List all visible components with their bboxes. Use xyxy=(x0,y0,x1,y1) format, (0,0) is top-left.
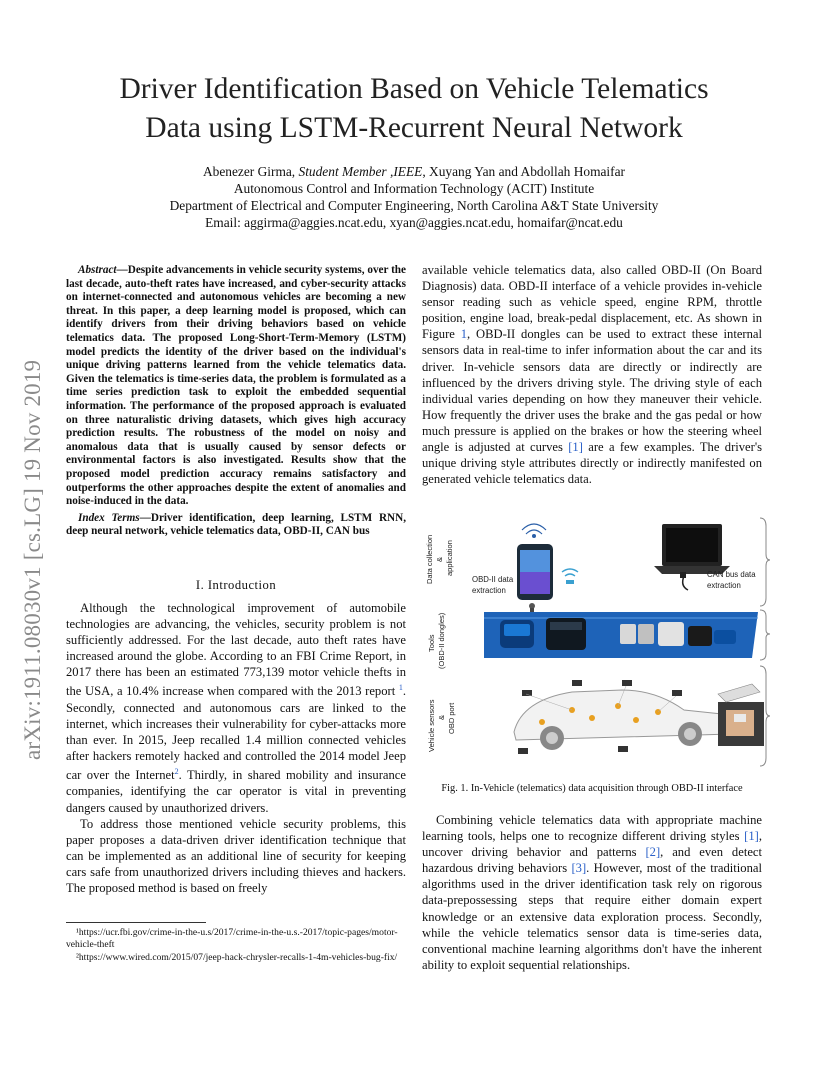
right-bottom-text-a: Combining vehicle telematics data with appropriate machine learning tools, helps one to recognize different driving styles xyxy=(422,813,762,844)
intro-paragraph-2: To address those mentioned vehicle security problems, this paper proposes a data-driven driver identification technique that can be implemented as an additional line of security for keeping cars safe from unauthorized drivers including thieves and hackers. The proposed method is based on freely xyxy=(66,816,406,895)
arxiv-watermark: arXiv:1911.08030v1 [cs.LG] 19 Nov 2019 xyxy=(20,359,45,760)
introduction-body xyxy=(66,600,406,896)
citation-ref-3[interactable]: [3] xyxy=(571,861,587,876)
right-text-a: available vehicle telematics data, also called OBD-II (On Board Diagnosis) data. OBD-II interface of a vehicle provides in-vehicle sensor reading such as vehicle speed, engine RPM, throttle position, engine load, break-pedal displacement, etc. As shown in Figure xyxy=(422,263,762,342)
title-line-1: Driver Identification Based on Vehicle Telematics xyxy=(119,73,709,105)
intro-text-a: Although the technological improvement of automobile technologies are advancing, the vehicles, security problem is not sufficiently addressed. For the last decade, auto theft rates have increased around the globe. According to an FBI Crime Report, in 2017 there has been an estimated 773,139 motor vehicle thefts in the USA, a 10.4% increase when compared with the 2013 report xyxy=(66,601,406,699)
smartphone-icon xyxy=(517,524,553,600)
abstract xyxy=(66,264,406,539)
laptop-icon xyxy=(654,524,730,574)
obd-port-photo xyxy=(718,684,764,746)
author-role: Student Member ,IEEE xyxy=(298,164,423,179)
right-paragraph-1 xyxy=(422,262,762,487)
brace-row-2 xyxy=(760,610,770,660)
index-terms-lead: Index Terms xyxy=(78,511,140,524)
label-application: application xyxy=(445,540,454,576)
index-terms-text: —Driver identification, deep learning, LSTM RNN, deep neural network, vehicle telematics data, OBD-II, CAN bus xyxy=(66,511,406,538)
author-emails: Email: aggirma@aggies.ncat.edu, xyan@aggies.ncat.edu, homaifar@ncat.edu xyxy=(205,215,623,230)
title-line-2: Data using LSTM-Recurrent Neural Network xyxy=(145,112,683,144)
right-column-top xyxy=(422,262,762,487)
can-extraction-label-1: CAN bus data xyxy=(707,570,756,579)
section-heading-introduction: I. Introduction xyxy=(195,578,277,592)
brace-row-1 xyxy=(760,518,770,606)
figure-ref-1[interactable]: 1 xyxy=(460,327,468,342)
label-ampersand-1: & xyxy=(435,556,444,562)
footnote-2[interactable]: ²https://www.wired.com/2015/07/jeep-hack-chrysler-recalls-1-4m-vehicles-bug-fix/ xyxy=(76,952,398,963)
right-bottom-text-d: . However, most of the traditional algorithms used in the driver identification task rely on rigorous data-prepossessing steps that require either domain expert knowledge or an extensive data exploration process. Secondly, while the vehicle telematics sensor data is time-series data, conventional machine learning algorithms don't have the inherent ability to exploit sequential relationships. xyxy=(422,861,762,972)
label-ampersand-2: & xyxy=(437,714,446,720)
right-column-bottom xyxy=(422,812,762,973)
author-names-b: , Xuyang Yan and Abdollah Homaifar xyxy=(422,164,626,179)
figure-1-illustration xyxy=(422,514,772,774)
bluetooth-dongle-icon xyxy=(500,620,534,648)
wifi-icon xyxy=(562,569,578,584)
figure-1 xyxy=(422,514,772,774)
author-names xyxy=(60,163,768,180)
right-text-c: are a few examples. The driver's unique driving style attributes directly or indirectly manifested on generated vehicle telematics data. xyxy=(422,440,763,487)
citation-ref-1[interactable]: [1] xyxy=(568,440,583,455)
label-obd-port: OBD port xyxy=(447,702,456,734)
index-terms xyxy=(66,512,406,539)
can-extraction-label-2: extraction xyxy=(707,581,741,590)
author-block xyxy=(60,163,768,231)
right-paragraph-2 xyxy=(422,812,762,973)
car-sensors-diagram xyxy=(514,680,733,754)
footnote-rule xyxy=(66,922,206,923)
intro-text-c: . Thirdly, in shared mobility and insurance companies, identifying the car operator is vital in preventing dangers caused by unauthorized drivers. xyxy=(66,768,406,815)
footnote-ref-2[interactable]: 2 xyxy=(174,767,179,777)
footnotes xyxy=(66,922,406,965)
obd-adapter-icon xyxy=(546,618,586,650)
figure-1-caption: Fig. 1. In-Vehicle (telematics) data acquisition through OBD-II interface xyxy=(441,783,743,794)
abstract-paragraph xyxy=(66,264,406,509)
affiliation-2: Department of Electrical and Computer Engineering, North Carolina A&T State University xyxy=(169,198,659,213)
author-names-a: Abenezer Girma, xyxy=(202,164,299,179)
label-obd-dongles: (OBD-II dongles) xyxy=(437,612,446,669)
label-tools: Tools xyxy=(427,634,436,652)
intro-paragraph-1 xyxy=(66,600,406,816)
usb-cable-icon xyxy=(680,572,688,590)
footnote-ref-1[interactable]: 1 xyxy=(398,683,403,693)
affiliation-1: Autonomous Control and Information Technology (ACIT) Institute xyxy=(233,181,595,196)
label-vehicle-sensors: Vehicle sensors xyxy=(427,699,436,752)
abstract-text: —Despite advancements in vehicle security systems, over the last decade, auto-theft rates have increased, and cyber-security attacks on internet-connected and autonomous vehicles are becoming a new threat. In this paper, a deep learning model is proposed, which can identify drivers from their driving behaviors based on vehicle telematics data. The proposed Long-Short-Term-Memory (LSTM) model predicts the identity of the driver based on the individual's unique driving patterns learned from the vehicle telematics data. Given the telematics is time-series data, the problem is formulated as a time series prediction task to exploit the embedded sequential information. The performance of the proposed approach is evaluated on three naturalistic driving datasets, which gives high accuracy prediction results. The robustness of the model on noisy and anomalous data that is usually caused by sensor defects or environmental factors is also investigated. Results show that the proposed model prediction accuracy remains satisfactory and outperforms the other approaches despite the extent of anomalies and noise-induced in the data. xyxy=(66,264,406,508)
right-bottom-text-b: , uncover driving behavior and patterns xyxy=(422,829,762,860)
paper-title xyxy=(60,70,768,148)
citation-ref-1b[interactable]: [1] xyxy=(744,829,759,844)
footnote-1[interactable]: ¹https://ucr.fbi.gov/crime-in-the-u.s/2017/crime-in-the-u.s.-2017/topic-pages/motor-vehicle-theft xyxy=(66,927,398,950)
obd-extraction-label-1: OBD-II data xyxy=(472,575,514,584)
right-text-b: , OBD-II dongles can be used to extract these internal sensors data in real-time to infer information about the car and its driver. In-vehicle sensors data are directly or indirectly are influenced by the drivers driving style. The driving style of each individual varies depending on how they maneuver their vehicle. How frequently the driver uses the brake and the gas pedal or how much pressure is applied on the brakes or how the steering wheel angle is adjusted at curves xyxy=(422,327,762,455)
right-bottom-text-c: , and even detect hazardous driving behaviors xyxy=(422,845,762,876)
citation-ref-2[interactable]: [2] xyxy=(645,845,661,860)
intro-text-b: . Secondly, connected and autonomous cars are linked to the internet, which increases their vulnerability for cyber-attacks more than ever. In 2015, Jeep recalled 1.4 million connected vehicles after hackers remotely hacked and controlled the 2014 model Jeep car over the Internet xyxy=(66,684,406,783)
obd-extraction-label-2: extraction xyxy=(472,586,506,595)
abstract-lead: Abstract xyxy=(78,264,117,276)
label-data-collection: Data collection xyxy=(425,534,434,584)
